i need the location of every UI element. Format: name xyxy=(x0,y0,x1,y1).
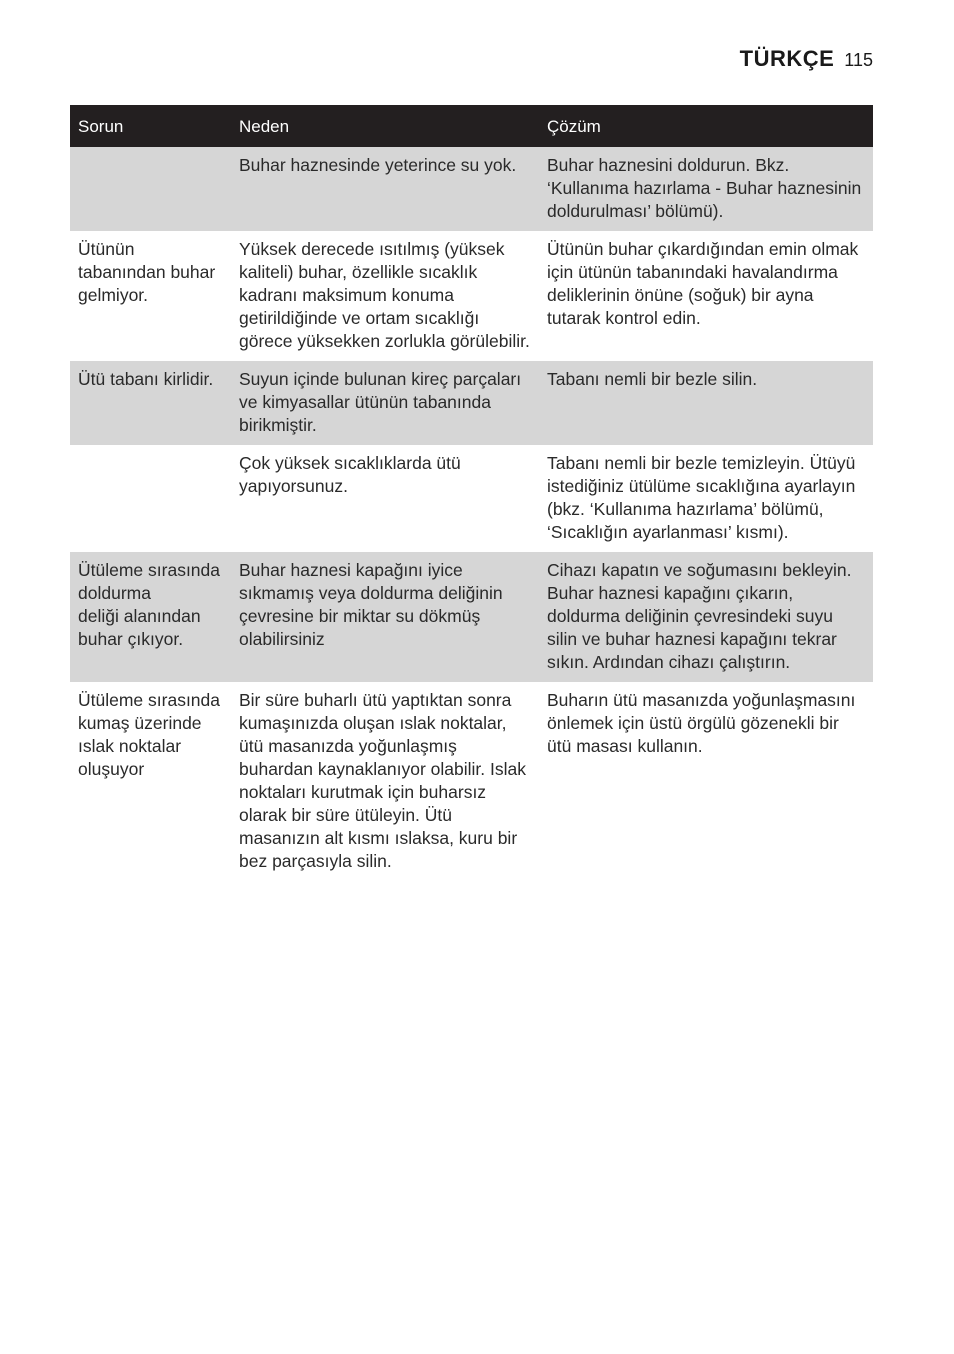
cause-cell: Buhar haznesinde yeterince su yok. xyxy=(239,155,517,175)
solution-cell: Buhar haznesini doldurun. Bkz. ‘Kullanıma hazırlama - Buhar haznesinin doldurulması’ bölümü). xyxy=(547,155,862,221)
page-header xyxy=(740,46,873,72)
problem-cell: Ütü tabanı kirlidir. xyxy=(78,369,214,389)
problem-cell: Ütünün tabanından buhar gelmiyor. xyxy=(78,239,216,305)
table-row xyxy=(70,552,873,682)
problem-cell xyxy=(70,147,231,231)
problem-cell xyxy=(70,445,231,552)
cause-cell: Suyun içinde bulunan kireç parçaları ve kimyasallar ütünün tabanında birikmiştir. xyxy=(239,369,522,435)
problem-cell: Ütüleme sırasında doldurma deliği alanından buhar çıkıyor. xyxy=(78,560,221,649)
troubleshooting-table xyxy=(70,105,873,881)
solution-cell: Ütünün buhar çıkardığından emin olmak için ütünün tabanındaki havalandırma deliklerinin önüne (soğuk) bir ayna tutarak kontrol edin. xyxy=(547,239,859,328)
solution-cell: Cihazı kapatın ve soğumasını bekleyin. Buhar haznesi kapağını çıkarın, doldurma deliğinin çevresindeki suyu silin ve buhar haznesi kapağını tekrar sıkın. Ardından cihazı çalıştırın. xyxy=(547,560,852,672)
cause-cell: Yüksek derecede ısıtılmış (yüksek kaliteli) buhar, özellikle sıcaklık kadranı maksimum konuma getirildiğinde ve ortam sıcaklığı görece yüksekken zorlukla görülebilir. xyxy=(239,239,530,351)
cause-cell: Bir süre buharlı ütü yaptıktan sonra kumaşınızda oluşan ıslak noktalar, ütü masanızda yoğunlaşmış buhardan kaynaklanıyor olabilir. Islak noktaları kurutmak için buharsız olarak bir süre ütüleyin. Ütü masanızın alt kısmı ıslaksa, kuru bir bez parçasıyla silin. xyxy=(239,690,526,871)
table-row xyxy=(70,445,873,552)
solution-cell: Buharın ütü masanızda yoğunlaşmasını önlemek için üstü örgülü gözenekli bir ütü masası kullanın. xyxy=(547,690,856,756)
page-language: TÜRKÇE xyxy=(739,46,835,71)
solution-cell: Tabanı nemli bir bezle silin. xyxy=(547,369,758,389)
table-row xyxy=(70,682,873,881)
column-header-cause: Neden xyxy=(239,117,290,136)
table-row xyxy=(70,361,873,445)
cause-cell: Çok yüksek sıcaklıklarda ütü yapıyorsunuz. xyxy=(239,453,461,496)
table-header-row xyxy=(70,105,873,147)
problem-cell: Ütüleme sırasında kumaş üzerinde ıslak noktalar oluşuyor xyxy=(78,690,221,779)
table-row xyxy=(70,147,873,231)
page-number: 115 xyxy=(844,50,873,70)
solution-cell: Tabanı nemli bir bezle temizleyin. Ütüyü istediğiniz ütülüme sıcaklığına ayarlayın (bkz. ‘Kullanıma hazırlama’ bölümü, ‘Sıcaklığın ayarlanması’ kısmı). xyxy=(547,453,856,542)
table-row xyxy=(70,231,873,361)
column-header-problem: Sorun xyxy=(78,117,124,136)
column-header-solution: Çözüm xyxy=(547,117,601,136)
cause-cell: Buhar haznesi kapağını iyice sıkmamış veya doldurma deliğinin çevresine bir miktar su dökmüş olabilirsiniz xyxy=(239,560,503,649)
